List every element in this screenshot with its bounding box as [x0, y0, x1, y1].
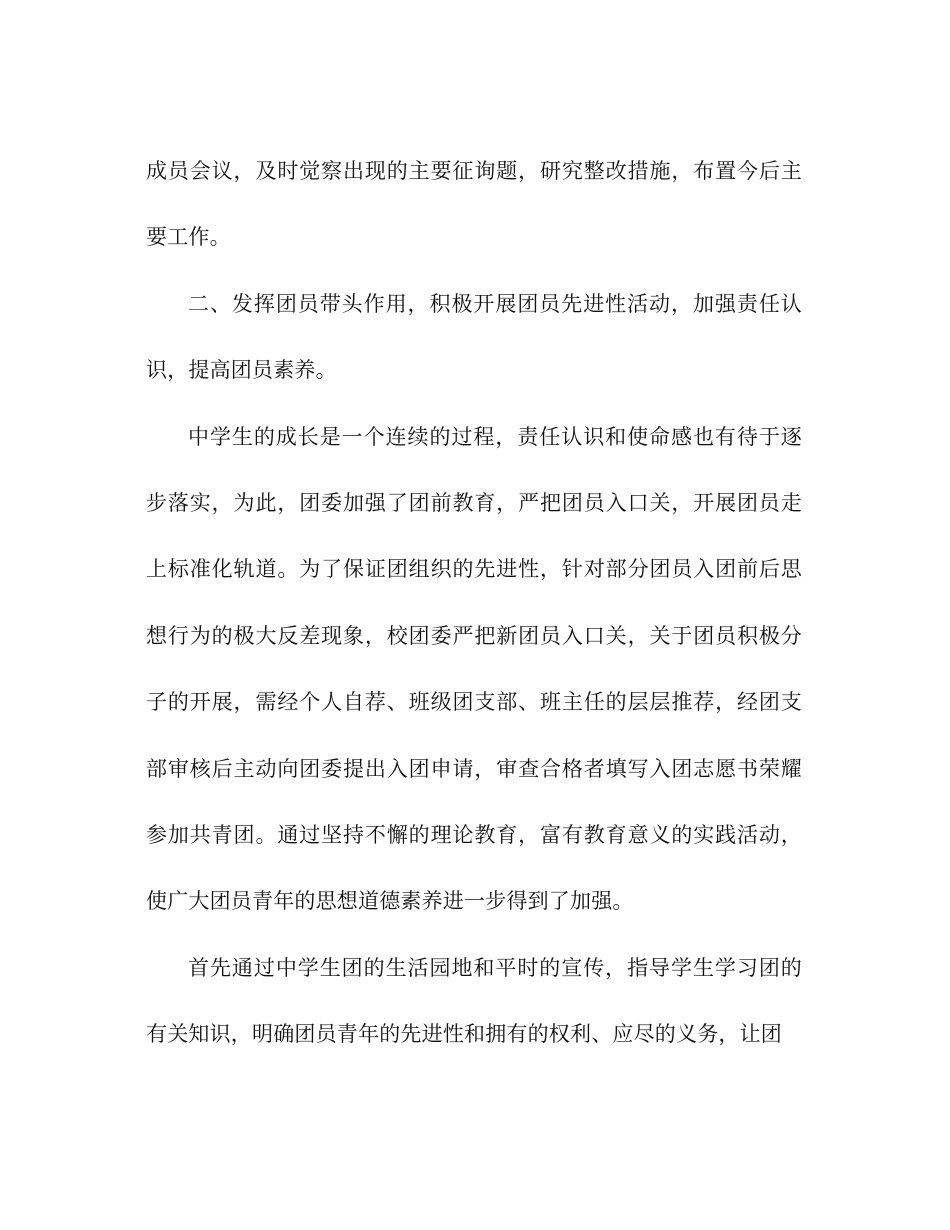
paragraph-section-heading: 二、发挥团员带头作用，积极开展团员先进性活动，加强责任认识，提高团员素养。: [146, 291, 802, 383]
paragraph-continuation: 成员会议，及时觉察出现的主要征询题，研究整改措施，布置今后主要工作。: [146, 159, 802, 250]
document-body: [146, 138, 802, 1068]
paragraph-body: 首先通过中学生团的生活园地和平时的宣传，指导学生学习团的有关知识，明确团员青年的先进性和拥有的权利、应尽的义务，让团: [146, 955, 802, 1047]
paragraph-body: 中学生的成长是一个连续的过程，责任认识和使命感也有待于逐步落实，为此，团委加强了团前教育，严把团员入口关，开展团员走上标准化轨道。为了保证团组织的先进性，针对部分团员入团前后思想行为的极大反差现象，校团委严把新团员入口关，关于团员积极分子的开展，需经个人自荐、班级团支部、班主任的层层推荐，经团支部审核后主动向团委提出入团申请，审查合格者填写入团志愿书荣耀参加共青团。通过坚持不懈的理论教育，富有教育意义的实践活动，使广大团员青年的思想道德素养进一步得到了加强。: [146, 424, 802, 914]
